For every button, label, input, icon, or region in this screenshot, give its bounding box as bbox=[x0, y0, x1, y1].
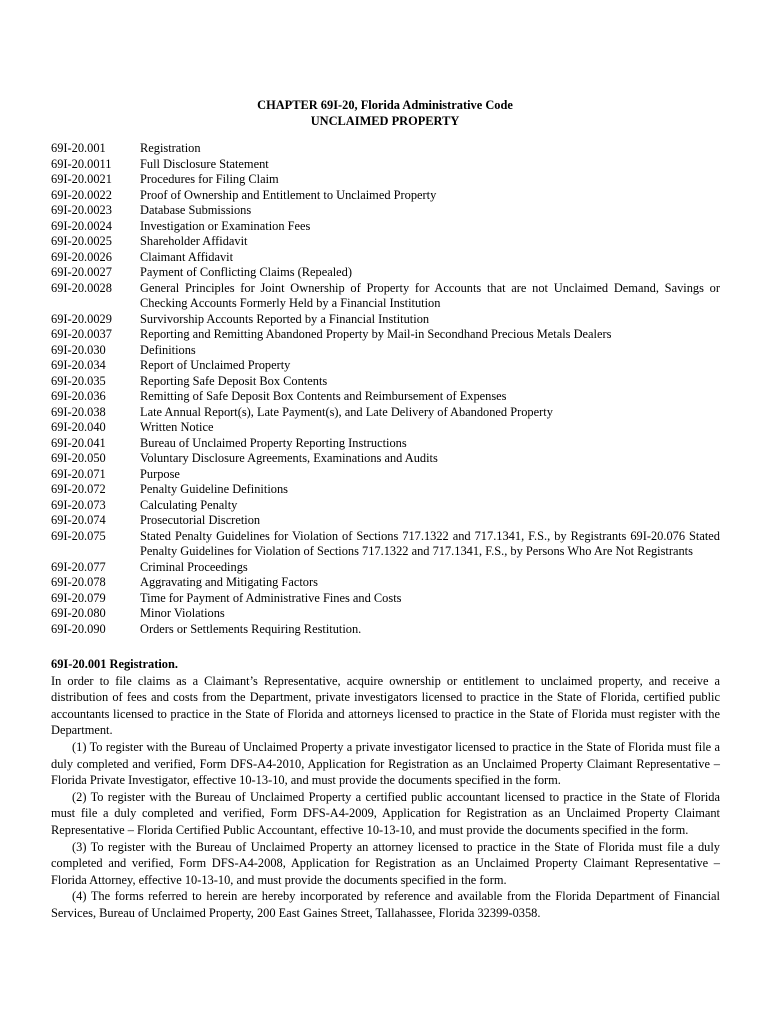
toc-rule-number: 69I-20.077 bbox=[51, 559, 106, 574]
toc-row bbox=[51, 405, 720, 421]
chapter-title-line2: UNCLAIMED PROPERTY bbox=[310, 114, 460, 128]
toc-rule-title: Criminal Proceedings bbox=[140, 559, 248, 574]
toc-row bbox=[51, 560, 720, 576]
toc-row bbox=[51, 513, 720, 529]
toc-rule-number: 69I-20.0021 bbox=[51, 172, 112, 186]
toc-rule-number: 69I-20.0037 bbox=[51, 327, 112, 341]
toc-rule-title: Penalty Guideline Definitions bbox=[140, 482, 288, 496]
toc-rule-number: 69I-20.034 bbox=[51, 358, 106, 372]
toc-rule-title: Registration bbox=[140, 141, 201, 155]
toc-rule-title: Reporting and Remitting Abandoned Property by Mail-in Secondhand Precious Metals Dealers bbox=[140, 327, 612, 341]
toc-rule-title: Voluntary Disclosure Agreements, Examinations and Audits bbox=[140, 451, 438, 465]
toc-rule-number: 69I-20.073 bbox=[51, 497, 106, 512]
toc-rule-number: 69I-20.078 bbox=[51, 575, 106, 589]
toc-row bbox=[51, 157, 720, 173]
toc-row bbox=[51, 498, 720, 514]
toc-rule-number: 69I-20.072 bbox=[51, 482, 106, 496]
toc-rule-number: 69I-20.035 bbox=[51, 373, 106, 388]
toc-rule-title: Remitting of Safe Deposit Box Contents and Reimbursement of Expenses bbox=[140, 389, 507, 403]
toc-rule-title: Database Submissions bbox=[140, 203, 252, 217]
toc-rule-title: Purpose bbox=[140, 466, 180, 481]
toc-rule-number: 69I-20.050 bbox=[51, 451, 106, 465]
toc-rule-number: 69I-20.0026 bbox=[51, 249, 112, 264]
toc-rule-title: Investigation or Examination Fees bbox=[140, 218, 311, 233]
toc-rule-number: 69I-20.090 bbox=[51, 621, 106, 636]
toc-rule-title: Claimant Affidavit bbox=[140, 249, 234, 264]
toc-rule-title: Report of Unclaimed Property bbox=[140, 358, 291, 372]
paragraph-2: (2) To register with the Bureau of Unclaimed Property a certified public accountant licensed to practice in the State of Florida must file a duly completed and verified, Form DFS-A4-2009, Application for Registration as an Unclaimed Property Claimant Representative – Florida Certified Public Accountant, effective 10-13-10, and must provide the documents specified in the form. bbox=[51, 789, 720, 837]
toc-rule-number: 69I-20.038 bbox=[51, 404, 106, 419]
toc-rule-number: 69I-20.040 bbox=[51, 420, 106, 434]
toc-rule-number: 69I-20.074 bbox=[51, 513, 106, 527]
toc-rule-title: Definitions bbox=[140, 342, 196, 357]
toc-row bbox=[51, 358, 720, 374]
chapter-title-line1: CHAPTER 69I-20, Florida Administrative Code bbox=[257, 98, 513, 112]
toc-row bbox=[51, 343, 720, 359]
toc-row bbox=[51, 622, 720, 638]
toc-row bbox=[51, 281, 720, 312]
toc-row bbox=[51, 327, 720, 343]
toc-row bbox=[51, 312, 720, 328]
toc-rule-title: Survivorship Accounts Reported by a Financial Institution bbox=[140, 311, 430, 326]
toc-rule-title: Orders or Settlements Requiring Restitution. bbox=[140, 621, 362, 636]
toc-rule-title: Proof of Ownership and Entitlement to Unclaimed Property bbox=[140, 187, 437, 202]
section-heading: 69I-20.001 Registration. bbox=[51, 657, 178, 671]
toc-rule-number: 69I-20.071 bbox=[51, 466, 106, 481]
toc-rule-title: Stated Penalty Guidelines for Violation of Sections 717.1322 and 717.1341, F.S., by Registrants 69I-20.076 Stated Penalty Guidelines for Violation of Sections 717.1322 and 717.1341, F.S., by Persons Who Are Not Registrants bbox=[140, 528, 720, 558]
toc-rule-title: Written Notice bbox=[140, 420, 214, 434]
toc-row bbox=[51, 141, 720, 157]
toc-rule-number: 69I-20.0011 bbox=[51, 156, 112, 171]
toc-row bbox=[51, 606, 720, 622]
toc-row bbox=[51, 234, 720, 250]
toc-row bbox=[51, 529, 720, 560]
toc-row bbox=[51, 420, 720, 436]
toc-row bbox=[51, 265, 720, 281]
toc-rule-number: 69I-20.0027 bbox=[51, 265, 112, 279]
toc-rule-number: 69I-20.0024 bbox=[51, 218, 112, 233]
toc-rule-title: Aggravating and Mitigating Factors bbox=[140, 575, 318, 589]
toc-row bbox=[51, 482, 720, 498]
toc-row bbox=[51, 203, 720, 219]
toc-row bbox=[51, 250, 720, 266]
toc-rule-title: Shareholder Affidavit bbox=[140, 234, 248, 248]
toc-rule-number: 69I-20.036 bbox=[51, 389, 106, 403]
toc-row bbox=[51, 219, 720, 235]
toc-rule-number: 69I-20.0022 bbox=[51, 187, 112, 202]
toc-rule-title: Late Annual Report(s), Late Payment(s), and Late Delivery of Abandoned Property bbox=[140, 404, 553, 419]
toc-row bbox=[51, 451, 720, 467]
toc-rule-number: 69I-20.001 bbox=[51, 141, 106, 155]
toc-rule-title: Reporting Safe Deposit Box Contents bbox=[140, 373, 328, 388]
toc-rule-title: Full Disclosure Statement bbox=[140, 156, 269, 171]
toc-row bbox=[51, 172, 720, 188]
toc-row bbox=[51, 436, 720, 452]
toc-rule-title: Prosecutorial Discretion bbox=[140, 513, 261, 527]
toc-rule-number: 69I-20.0029 bbox=[51, 311, 112, 326]
toc-rule-number: 69I-20.0025 bbox=[51, 234, 112, 248]
toc-rule-number: 69I-20.075 bbox=[51, 528, 106, 543]
section-intro-paragraph: In order to file claims as a Claimant’s Representative, acquire ownership or entitlement to unclaimed property, and receive a distribution of fees and costs from the Department, private investigators licensed to practice in the State of Florida, certified public accountants licensed to practice in the State of Florida and attorneys licensed to practice in the State of Florida must register with the Department. bbox=[51, 673, 720, 738]
toc-rule-title: Calculating Penalty bbox=[140, 497, 238, 512]
chapter-title bbox=[0, 97, 770, 129]
toc-rule-number: 69I-20.041 bbox=[51, 435, 106, 450]
paragraph-4: (4) The forms referred to herein are hereby incorporated by reference and available from the Florida Department of Financial Services, Bureau of Unclaimed Property, 200 East Gaines Street, Tallahassee, Florida 32399-0358. bbox=[51, 889, 720, 920]
toc-rule-number: 69I-20.079 bbox=[51, 590, 106, 605]
toc-row bbox=[51, 389, 720, 405]
paragraph-3: (3) To register with the Bureau of Unclaimed Property an attorney licensed to practice in the State of Florida must file a duly completed and verified, Form DFS-A4-2008, Application for Registration as an Unclaimed Property Claimant Representative – Florida Attorney, effective 10-13-10, and must provide the documents specified in the form. bbox=[51, 839, 720, 887]
paragraph-1: (1) To register with the Bureau of Unclaimed Property a private investigator licensed to practice in the State of Florida must file a duly completed and verified, Form DFS-A4-2010, Application for Registration as an Unclaimed Property Claimant Representative – Florida Private Investigator, effective 10-13-10, and must provide the documents specified in the form. bbox=[51, 739, 720, 788]
toc-rule-title: General Principles for Joint Ownership of Property for Accounts that are not Unclaimed Demand, Savings or Checking Accounts Formerly Held by a Financial Institution bbox=[140, 280, 720, 310]
toc-rule-number: 69I-20.080 bbox=[51, 606, 106, 620]
toc-rule-title: Minor Violations bbox=[140, 606, 225, 620]
toc-rule-title: Procedures for Filing Claim bbox=[140, 172, 279, 186]
toc-rule-number: 69I-20.0023 bbox=[51, 203, 112, 217]
toc-rule-title: Time for Payment of Administrative Fines and Costs bbox=[140, 590, 402, 605]
toc-row bbox=[51, 591, 720, 607]
toc-rule-number: 69I-20.0028 bbox=[51, 280, 112, 295]
toc-rule-title: Payment of Conflicting Claims (Repealed) bbox=[140, 265, 352, 279]
toc-row bbox=[51, 374, 720, 390]
toc-row bbox=[51, 575, 720, 591]
toc-row bbox=[51, 188, 720, 204]
toc-rule-number: 69I-20.030 bbox=[51, 342, 106, 357]
toc-rule-title: Bureau of Unclaimed Property Reporting Instructions bbox=[140, 435, 407, 450]
section-body bbox=[51, 656, 720, 922]
table-of-contents bbox=[51, 141, 720, 637]
toc-row bbox=[51, 467, 720, 483]
